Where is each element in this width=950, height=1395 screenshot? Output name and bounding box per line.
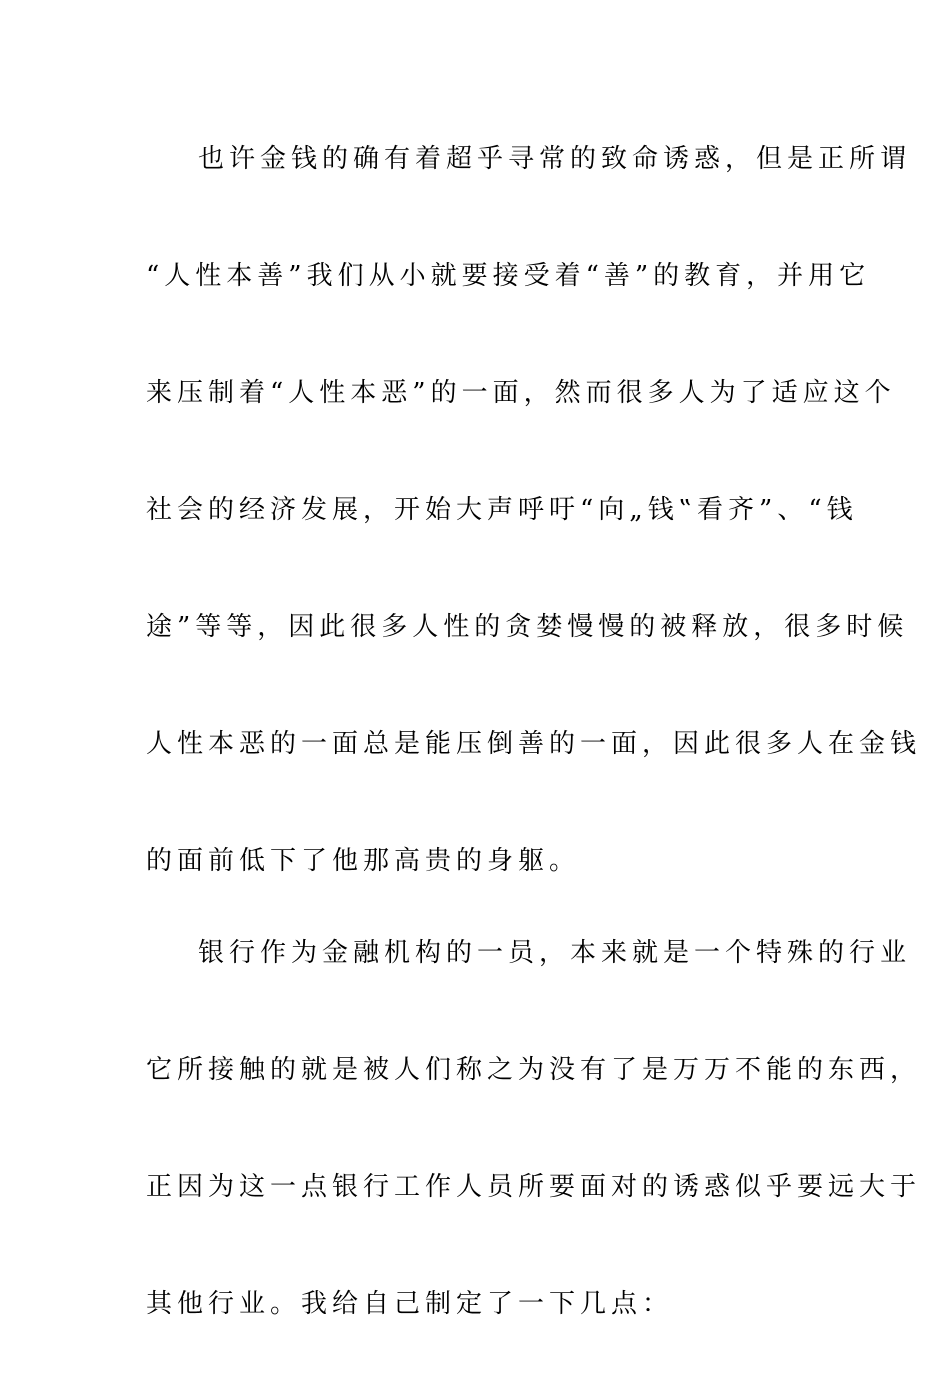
paragraph-line: 也许金钱的确有着超乎寻常的致命诱惑，但是正所谓 — [198, 144, 912, 174]
paragraph-2 — [146, 927, 922, 1331]
paragraph-line: 来压制着“人性本恶”的一面，然而很多人为了适应这个 — [146, 378, 896, 408]
paragraph-line: 银行作为金融机构的一员，本来就是一个特殊的行业 — [198, 938, 912, 968]
paragraph-line: 社会的经济发展，开始大声呼吁“向„钱‟看齐”、“钱 — [146, 495, 858, 525]
paragraph-line: 它所接触的就是被人们称之为没有了是万万不能的东西， — [146, 1055, 922, 1085]
paragraph-line: 人性本恶的一面总是能压倒善的一面，因此很多人在金钱 — [146, 729, 922, 759]
paragraph-line: 其他行业。我给自己制定了一下几点： — [146, 1289, 674, 1319]
body-text — [146, 133, 922, 1395]
paragraph-line: “人性本善”我们从小就要接受着“善”的教育，并用它 — [146, 261, 871, 291]
paragraph-line: 的面前低下了他那高贵的身躯。 — [146, 846, 581, 876]
paragraph-line: 正因为这一点银行工作人员所要面对的诱惑似乎要远大于 — [146, 1172, 922, 1202]
paragraph-1 — [146, 133, 922, 888]
paragraph-line: 途”等等，因此很多人性的贪婪慢慢的被释放，很多时候 — [146, 612, 909, 642]
